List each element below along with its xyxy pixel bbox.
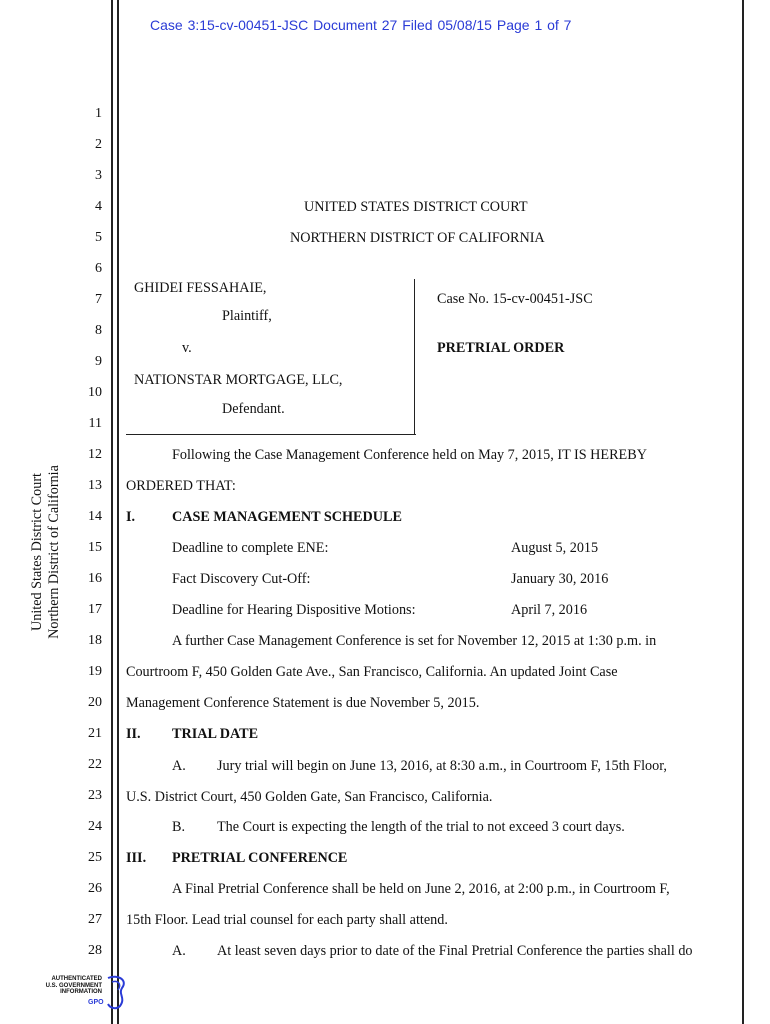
line-number: 18 — [88, 633, 102, 648]
plaintiff-name: GHIDEI FESSAHAIE, — [134, 280, 267, 296]
versus: v. — [182, 340, 192, 356]
item-b-text: The Court is expecting the length of the trial to not exceed 3 court days. — [217, 819, 625, 835]
cmc-paragraph-line: Courtroom F, 450 Golden Gate Ave., San Francisco, California. An updated Joint Case — [126, 664, 618, 680]
line-number: 8 — [95, 323, 102, 338]
line-number: 12 — [88, 447, 102, 462]
line-number: 23 — [88, 788, 102, 803]
filing-header: Case 3:15-cv-00451-JSC Document 27 Filed 05/08/15 Page 1 of 7 — [150, 17, 572, 33]
schedule-label: Fact Discovery Cut-Off: — [172, 571, 311, 587]
sidebar-district: Northern District of California — [46, 465, 62, 639]
section-3-number: III. — [126, 850, 147, 866]
document-title: PRETRIAL ORDER — [437, 340, 565, 356]
intro-line-1: Following the Case Management Conference held on May 7, 2015, IT IS HEREBY — [172, 447, 647, 463]
line-number: 21 — [88, 726, 102, 741]
item-a-text: Jury trial will begin on June 13, 2016, at 8:30 a.m., in Courtroom F, 15th Floor, — [217, 758, 667, 774]
line-number: 24 — [88, 819, 102, 834]
eagle-icon — [104, 974, 130, 1010]
sidebar-court: United States District Court — [29, 472, 45, 632]
left-rule-inner — [117, 0, 119, 1024]
line-number: 27 — [88, 912, 102, 927]
logo-line: AUTHENTICATED — [51, 976, 102, 982]
line-number: 2 — [95, 137, 102, 152]
schedule-date: April 7, 2016 — [511, 602, 588, 618]
intro-line-2: ORDERED THAT: — [126, 478, 236, 494]
plaintiff-role: Plaintiff, — [222, 308, 272, 324]
court-district: NORTHERN DISTRICT OF CALIFORNIA — [290, 230, 545, 246]
item-b-label: B. — [172, 819, 186, 835]
line-number: 6 — [95, 261, 102, 276]
pretrial-paragraph-line: 15th Floor. Lead trial counsel for each party shall attend. — [126, 912, 448, 928]
gpo-text: GPO — [88, 999, 104, 1006]
case-number: Case No. 15-cv-00451-JSC — [437, 291, 593, 307]
line-number: 11 — [88, 416, 102, 431]
left-rule-outer — [111, 0, 113, 1024]
defendant-role: Defendant. — [222, 401, 285, 417]
line-number: 19 — [88, 664, 102, 679]
caption-vertical-line — [414, 279, 415, 435]
item-a-label: A. — [172, 943, 186, 959]
line-number: 9 — [95, 354, 102, 369]
court-sidebar — [29, 465, 63, 639]
line-number: 14 — [88, 509, 102, 524]
line-number: 15 — [88, 540, 102, 555]
line-number: 17 — [88, 602, 102, 617]
line-number: 16 — [88, 571, 102, 586]
schedule-label: Deadline to complete ENE: — [172, 540, 329, 556]
logo-text — [44, 976, 102, 996]
logo-line: INFORMATION — [60, 989, 102, 996]
line-number: 22 — [88, 757, 102, 772]
cmc-paragraph-line: A further Case Management Conference is set for November 12, 2015 at 1:30 p.m. in — [172, 633, 657, 649]
line-number: 26 — [88, 881, 102, 896]
section-2-title: TRIAL DATE — [172, 726, 259, 742]
line-number: 7 — [95, 292, 102, 307]
line-number: 3 — [95, 168, 102, 183]
pretrial-paragraph-line: A Final Pretrial Conference shall be held on June 2, 2016, at 2:00 p.m., in Courtroom F, — [172, 881, 670, 897]
line-number: 4 — [95, 199, 102, 214]
section-1-number: I. — [126, 509, 136, 525]
caption-horizontal-line — [126, 434, 416, 435]
line-number: 13 — [88, 478, 102, 493]
section-2-number: II. — [126, 726, 141, 742]
line-number: 5 — [95, 230, 102, 245]
schedule-label: Deadline for Hearing Dispositive Motions: — [172, 602, 416, 618]
defendant-name: NATIONSTAR MORTGAGE, LLC, — [134, 372, 343, 388]
line-number: 1 — [95, 106, 102, 121]
schedule-date: January 30, 2016 — [511, 571, 609, 587]
item-a-label: A. — [172, 758, 186, 774]
logo-line: U.S. GOVERNMENT — [45, 982, 102, 989]
section-3-title: PRETRIAL CONFERENCE — [172, 850, 348, 866]
cmc-paragraph-line: Management Conference Statement is due November 5, 2015. — [126, 695, 480, 711]
gpo-authentication-logo — [44, 976, 104, 1006]
line-number: 28 — [88, 943, 102, 958]
item-a-text: At least seven days prior to date of the Final Pretrial Conference the parties shall do — [217, 943, 693, 959]
right-rule — [742, 0, 744, 1024]
court-title: UNITED STATES DISTRICT COURT — [304, 199, 528, 215]
item-a-cont: U.S. District Court, 450 Golden Gate, San Francisco, California. — [126, 789, 493, 805]
line-number: 20 — [88, 695, 102, 710]
section-1-title: CASE MANAGEMENT SCHEDULE — [172, 509, 402, 525]
schedule-date: August 5, 2015 — [511, 540, 599, 556]
line-number: 10 — [88, 385, 102, 400]
line-number: 25 — [88, 850, 102, 865]
